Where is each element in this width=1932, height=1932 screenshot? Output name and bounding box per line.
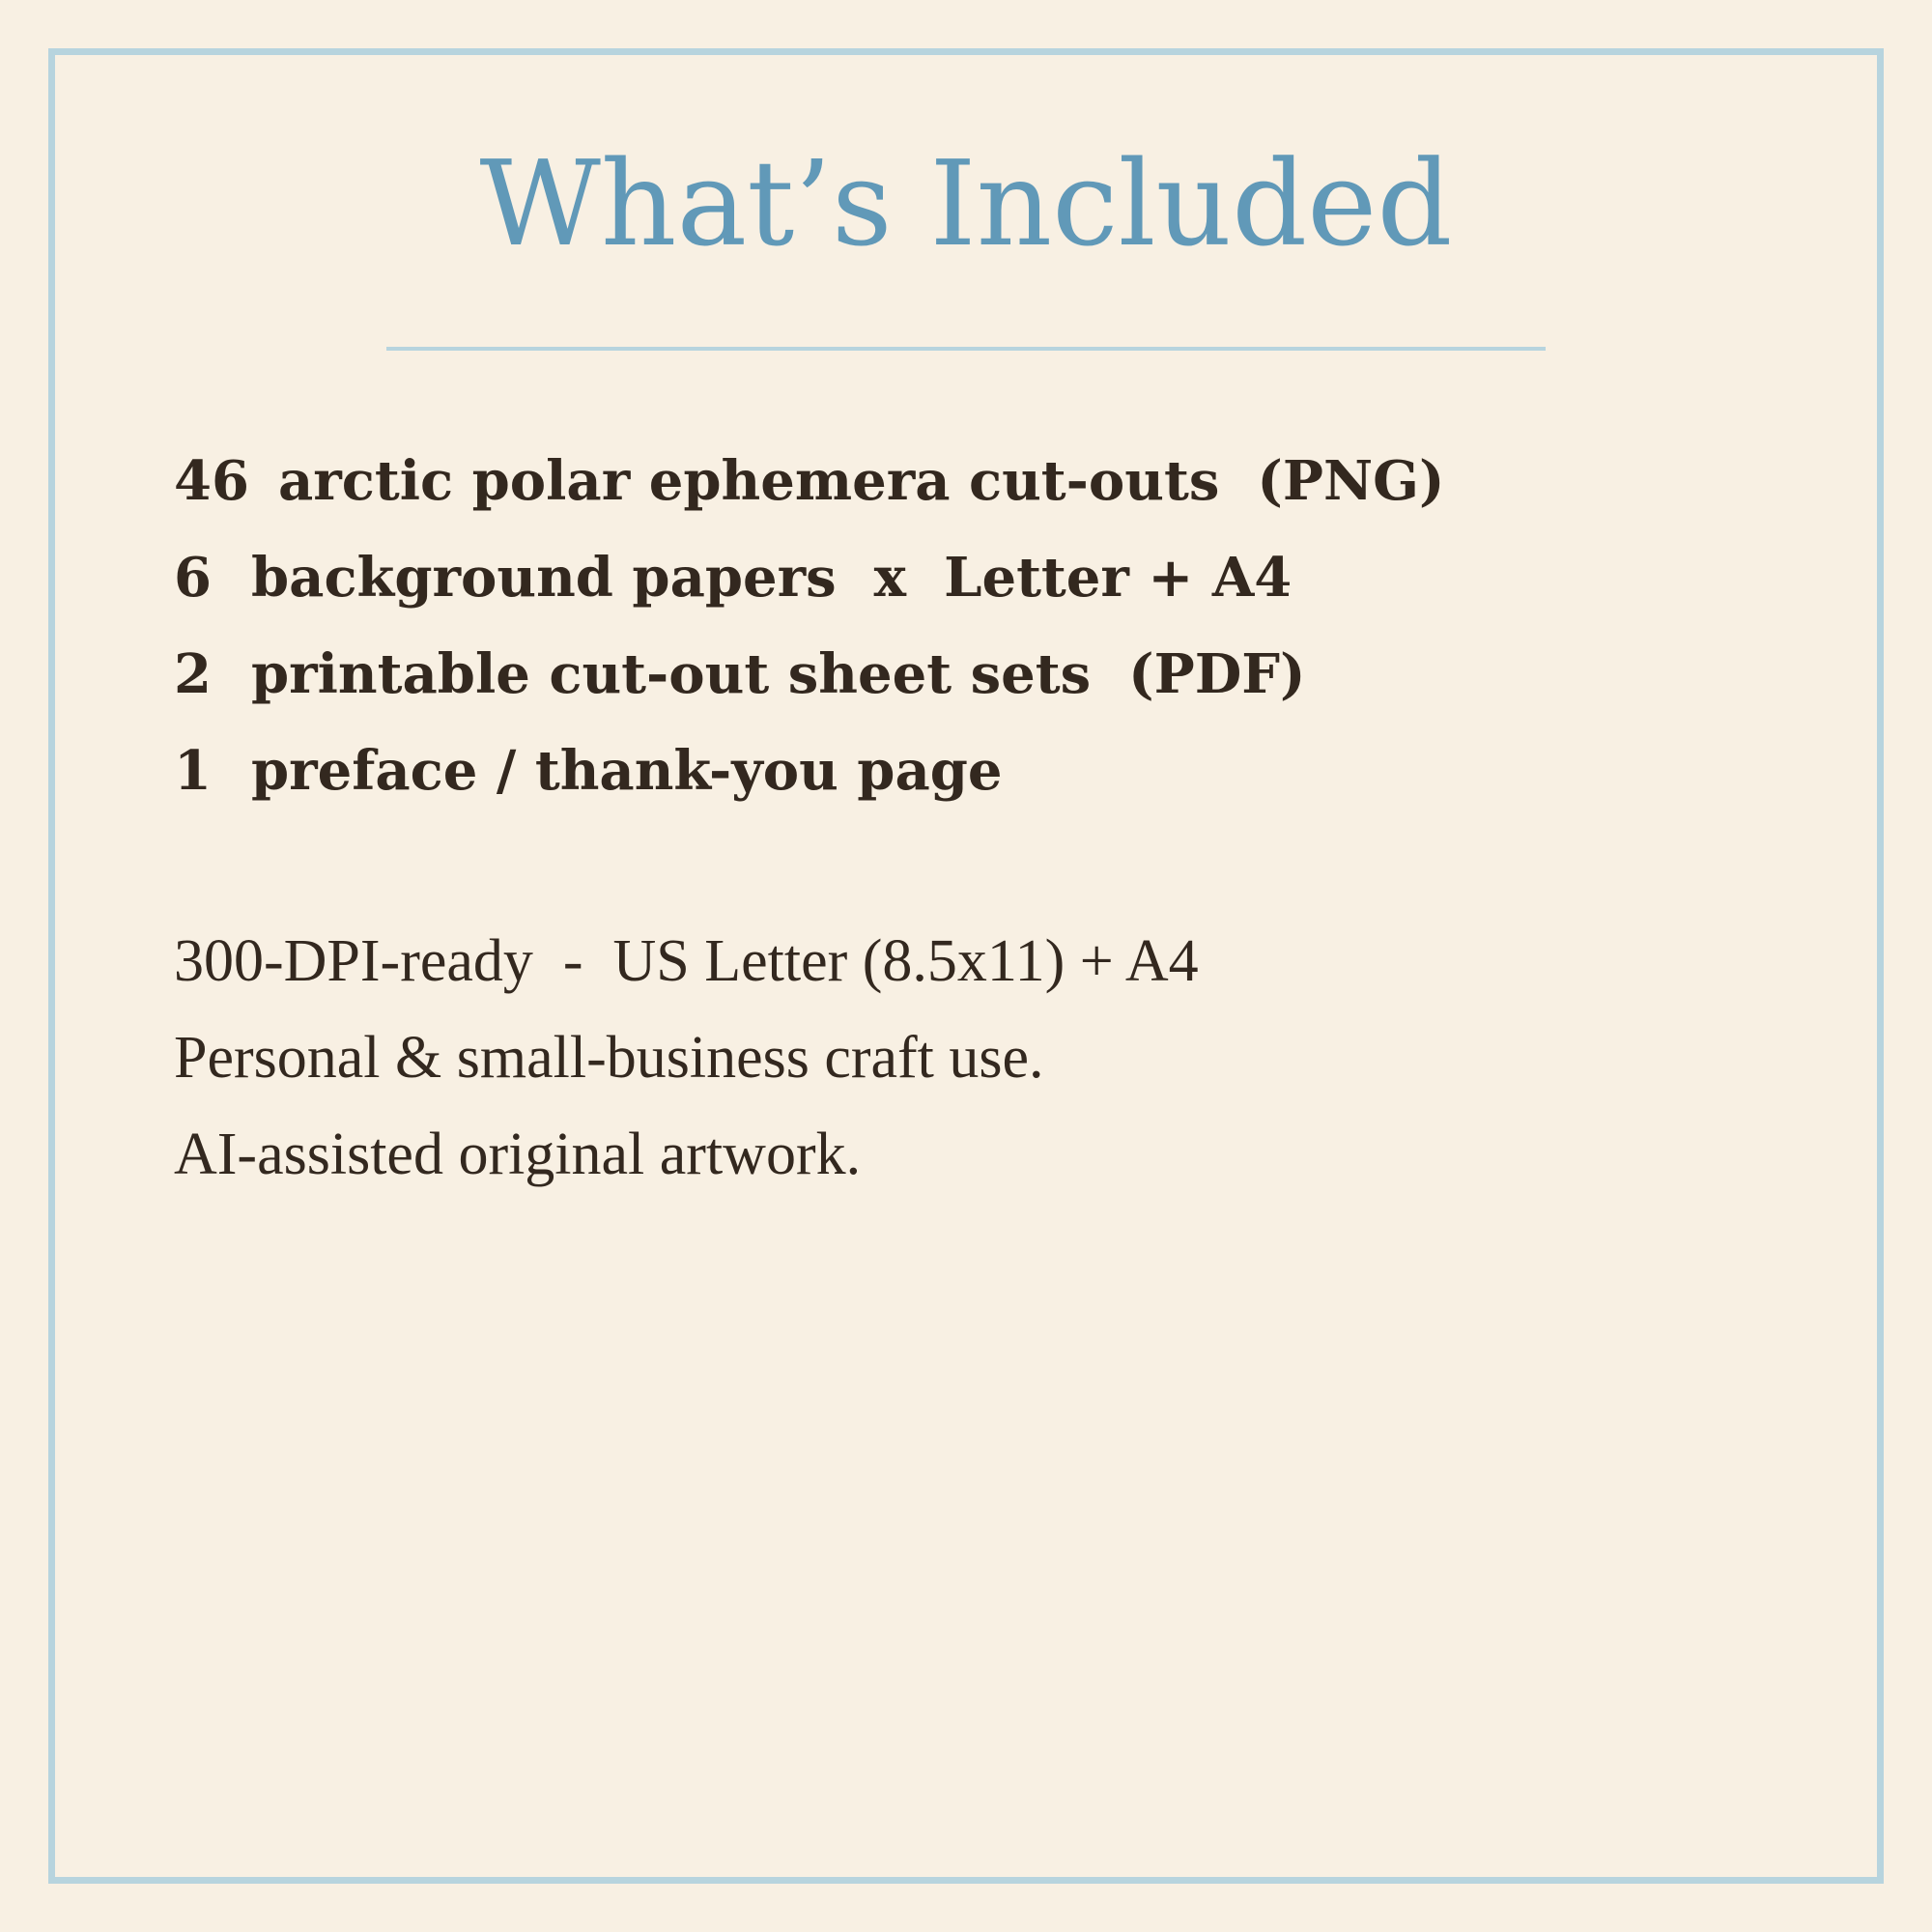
- item-count: 2: [174, 642, 212, 706]
- title-divider: [386, 347, 1546, 351]
- item-count: 6: [174, 546, 212, 610]
- artwork-note: AI-assisted original artwork.: [174, 1122, 862, 1187]
- format-note: 300-DPI-ready - US Letter (8.5x11) + A4: [174, 928, 1199, 994]
- item-description: preface / thank-you page: [251, 739, 1003, 803]
- list-item: [174, 536, 1444, 633]
- page-title: What’s Included: [479, 135, 1453, 272]
- item-count: 1: [174, 739, 212, 803]
- license-note: Personal & small-business craft use.: [174, 1025, 1044, 1091]
- list-item: [174, 633, 1444, 729]
- item-count: 46: [174, 449, 249, 513]
- item-description: background papers x Letter + A4: [251, 546, 1293, 610]
- included-items-list: [174, 440, 1444, 826]
- list-item: [174, 440, 1444, 536]
- product-notes: [174, 923, 1199, 1212]
- item-description: arctic polar ephemera cut-outs (PNG): [278, 449, 1445, 513]
- item-description: printable cut-out sheet sets (PDF): [251, 642, 1306, 706]
- list-item: [174, 729, 1444, 826]
